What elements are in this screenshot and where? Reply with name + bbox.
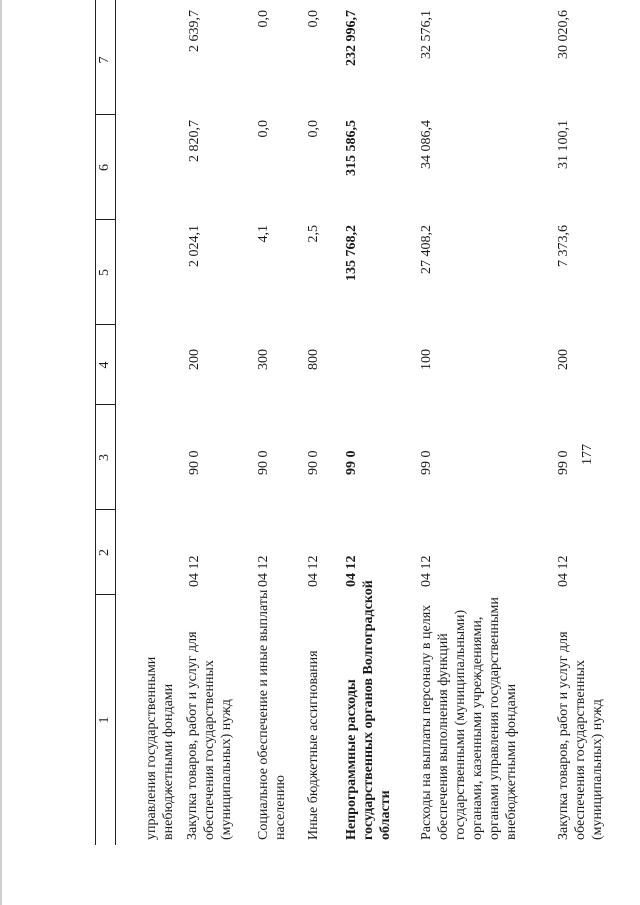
row-value-7: 232 996,7: [344, 10, 359, 66]
header-col-3: 3: [97, 454, 112, 461]
row-value-5: 135 768,2: [344, 225, 359, 281]
header-col-6: 6: [97, 164, 112, 171]
table-header-rule: [115, 0, 116, 845]
row-name: Закупка товаров, работ и услуг для обеспечения государственных (муниципальных) нужд: [185, 631, 234, 840]
row-code: 04 12: [256, 555, 271, 587]
row-target: 99 0: [344, 450, 359, 475]
row-value-5: 2 024,1: [187, 225, 202, 267]
row-value-6: 0,0: [256, 120, 271, 138]
row-type: 200: [187, 349, 202, 370]
row-value-7: 32 576,1: [419, 10, 434, 59]
row-name: управления государственными внебюджетными фондами: [144, 656, 176, 840]
row-value-7: 2 639,7: [187, 10, 202, 52]
row-type: 200: [556, 349, 571, 370]
row-target: 99 0: [419, 450, 434, 475]
header-col-7: 7: [97, 56, 112, 64]
row-name: Непрограммные расходы государственных органов Волгоградской области: [344, 580, 393, 840]
header-col-4: 4: [97, 361, 112, 369]
header-col-5: 5: [97, 269, 112, 276]
row-value-6: 2 820,7: [187, 120, 202, 162]
row-code: 04 12: [306, 555, 321, 587]
row-value-5: 7 373,6: [556, 225, 571, 267]
row-name: Закупка товаров, работ и услуг для обеспечения государственных (муниципальных) нужд: [556, 631, 605, 840]
row-value-5: 27 408,2: [419, 225, 434, 274]
row-type: 300: [256, 349, 271, 370]
row-type: 100: [419, 349, 434, 370]
row-code: 04 12: [556, 555, 571, 587]
row-value-5: 2,5: [306, 225, 321, 243]
row-name: Расходы на выплаты персоналу в целях обеспечения выполнения функций государственными (муниципальными) органами, казенными учреждениями, органами управления государственными внебюджетными фондами: [419, 597, 519, 840]
row-value-5: 4,1: [256, 225, 271, 243]
row-target: 90 0: [187, 450, 202, 475]
row-target: 90 0: [306, 450, 321, 475]
row-target: 99 0: [556, 450, 571, 475]
row-value-6: 315 586,5: [344, 120, 359, 176]
row-value-7: 30 020,6: [556, 10, 571, 59]
row-value-6: 34 086,4: [419, 120, 434, 169]
row-name: Иные бюджетные ассигнования: [306, 650, 321, 840]
row-target: 90 0: [256, 450, 271, 475]
row-value-7: 0,0: [306, 10, 321, 28]
header-col-2: 2: [97, 549, 112, 556]
header-col-1: 1: [97, 716, 112, 724]
row-name: Социальное обеспечение и иные выплаты населению: [256, 589, 288, 840]
row-code: 04 12: [344, 555, 359, 587]
row-value-6: 0,0: [306, 120, 321, 138]
row-value-7: 0,0: [256, 10, 271, 28]
row-value-6: 31 100,1: [556, 120, 571, 169]
row-code: 04 12: [187, 555, 202, 587]
row-type: 800: [306, 349, 321, 370]
page-number: 177: [580, 444, 595, 465]
row-code: 04 12: [419, 555, 434, 587]
